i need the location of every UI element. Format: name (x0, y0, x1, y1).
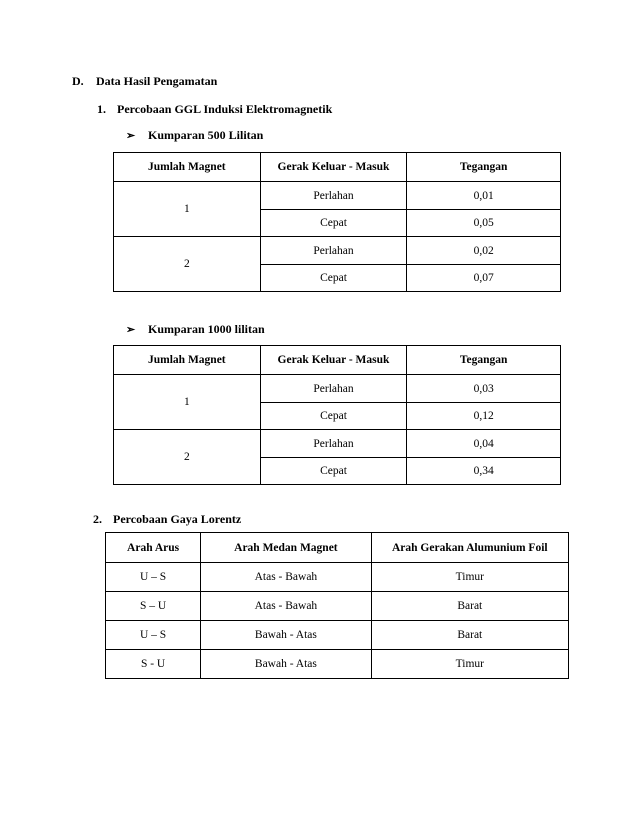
cell-tegangan: 0,12 (407, 403, 561, 430)
cell-gerak: Perlahan (260, 430, 407, 458)
cell-gerakan: Barat (371, 592, 568, 621)
cell-gerak: Perlahan (260, 375, 407, 403)
part1-title: Percobaan GGL Induksi Elektromagnetik (117, 102, 333, 116)
header-jumlah-magnet: Jumlah Magnet (114, 346, 261, 375)
table-row (106, 563, 569, 592)
table-row (114, 182, 561, 210)
arrow-bullet-icon: ➢ (126, 130, 136, 142)
table-row (114, 375, 561, 403)
cell-arus: U – S (106, 563, 201, 592)
cell-medan: Atas - Bawah (201, 563, 371, 592)
part2-number: 2. (93, 512, 102, 526)
cell-gerak: Cepat (260, 458, 407, 485)
header-arah-gerakan: Arah Gerakan Alumunium Foil (371, 533, 568, 563)
cell-gerakan: Timur (371, 563, 568, 592)
cell-magnet: 2 (114, 237, 261, 292)
cell-tegangan: 0,03 (407, 375, 561, 403)
section-title: Data Hasil Pengamatan (96, 74, 218, 88)
cell-medan: Bawah - Atas (201, 621, 371, 650)
cell-medan: Bawah - Atas (201, 650, 371, 679)
cell-gerakan: Timur (371, 650, 568, 679)
header-jumlah-magnet: Jumlah Magnet (114, 153, 261, 182)
cell-medan: Atas - Bawah (201, 592, 371, 621)
cell-tegangan: 0,34 (407, 458, 561, 485)
sub2-title: Kumparan 1000 lilitan (148, 322, 265, 336)
part1-number: 1. (97, 102, 106, 116)
arrow-bullet-icon: ➢ (126, 324, 136, 336)
cell-tegangan: 0,01 (407, 182, 561, 210)
sub2-heading (126, 322, 265, 337)
cell-magnet: 1 (114, 375, 261, 430)
header-gerak: Gerak Keluar - Masuk (260, 346, 407, 375)
header-arah-medan: Arah Medan Magnet (201, 533, 371, 563)
table-1000-lilitan (113, 345, 561, 485)
cell-arus: U – S (106, 621, 201, 650)
sub1-title: Kumparan 500 Lilitan (148, 128, 264, 142)
header-tegangan: Tegangan (407, 346, 561, 375)
cell-magnet: 1 (114, 182, 261, 237)
part1-heading (97, 102, 332, 117)
header-tegangan: Tegangan (407, 153, 561, 182)
table-row (106, 650, 569, 679)
table-gaya-lorentz (105, 532, 569, 679)
cell-tegangan: 0,04 (407, 430, 561, 458)
section-heading (72, 74, 217, 89)
section-letter: D. (72, 74, 84, 88)
cell-gerak: Cepat (260, 210, 407, 237)
header-arah-arus: Arah Arus (106, 533, 201, 563)
cell-gerakan: Barat (371, 621, 568, 650)
cell-tegangan: 0,05 (407, 210, 561, 237)
cell-tegangan: 0,07 (407, 265, 561, 292)
table-500-lilitan (113, 152, 561, 292)
cell-gerak: Cepat (260, 265, 407, 292)
cell-magnet: 2 (114, 430, 261, 485)
sub1-heading (126, 128, 263, 143)
cell-gerak: Perlahan (260, 182, 407, 210)
cell-gerak: Perlahan (260, 237, 407, 265)
header-gerak: Gerak Keluar - Masuk (260, 153, 407, 182)
part2-title: Percobaan Gaya Lorentz (113, 512, 242, 526)
table-row (114, 237, 561, 265)
table-row (106, 621, 569, 650)
cell-arus: S – U (106, 592, 201, 621)
cell-gerak: Cepat (260, 403, 407, 430)
cell-tegangan: 0,02 (407, 237, 561, 265)
table-row (114, 430, 561, 458)
table-row (106, 592, 569, 621)
cell-arus: S - U (106, 650, 201, 679)
part2-heading (93, 512, 241, 527)
